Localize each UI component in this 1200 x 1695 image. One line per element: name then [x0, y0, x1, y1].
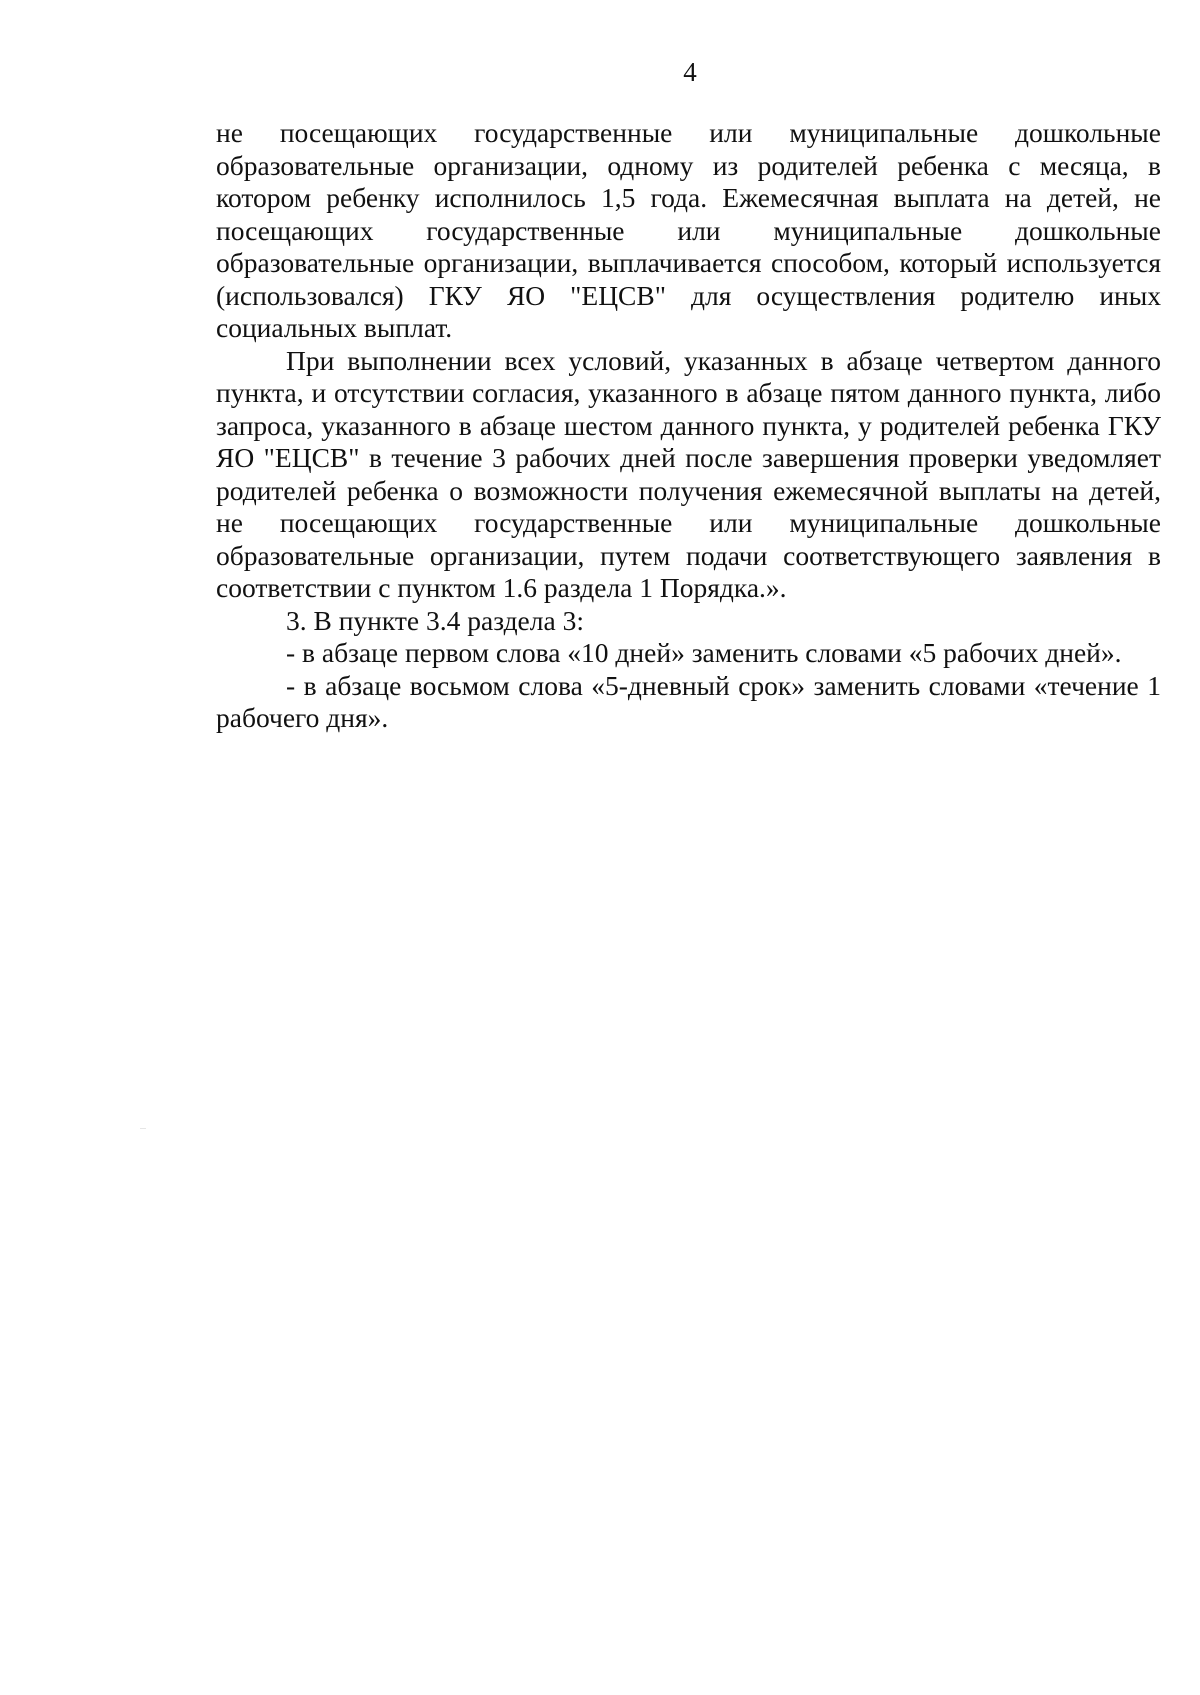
paragraph-continuation: не посещающих государственные или муниципальные дошкольные образовательные организации, одному из родителей ребенка с месяца, в котором ребенку исполнилось 1,5 года. Ежемесячная выплата на детей, не посещающих государственные или муниципальные дошкольные образовательные организации, выплачивается способом, который используется (использовался) ГКУ ЯО "ЕЦСВ" для осуществления родителю иных социальных выплат. — [216, 117, 1161, 343]
paragraph-notification-conditions: При выполнении всех условий, указанных в абзаце четвертом данного пункта, и отсутствии согласия, указанного в абзаце пятом данного пункта, либо запроса, указанного в абзаце шестом данного пункта, у родителей ребенка ГКУ ЯО "ЕЦСВ" в течение 3 рабочих дней после завершения проверки уведомляет родителей ребенка о возможности получения ежемесячной выплаты на детей, не посещающих государственные или муниципальные дошкольные образовательные организации, путем подачи соответствующего заявления в соответствии с пунктом 1.6 раздела 1 Порядка.». — [216, 344, 1161, 603]
paragraph-amendment-first: - в абзаце первом слова «10 дней» заменить словами «5 рабочих дней». — [286, 637, 1122, 668]
paragraph-item-3: 3. В пункте 3.4 раздела 3: — [286, 604, 584, 636]
scan-artifact — [140, 1128, 146, 1129]
document-body — [216, 117, 1161, 735]
page-number: 4 — [683, 57, 697, 87]
paragraph-amendment-eighth: - в абзаце восьмом слова «5-дневный срок» заменить словами «течение 1 рабочего дня». — [216, 669, 1161, 733]
